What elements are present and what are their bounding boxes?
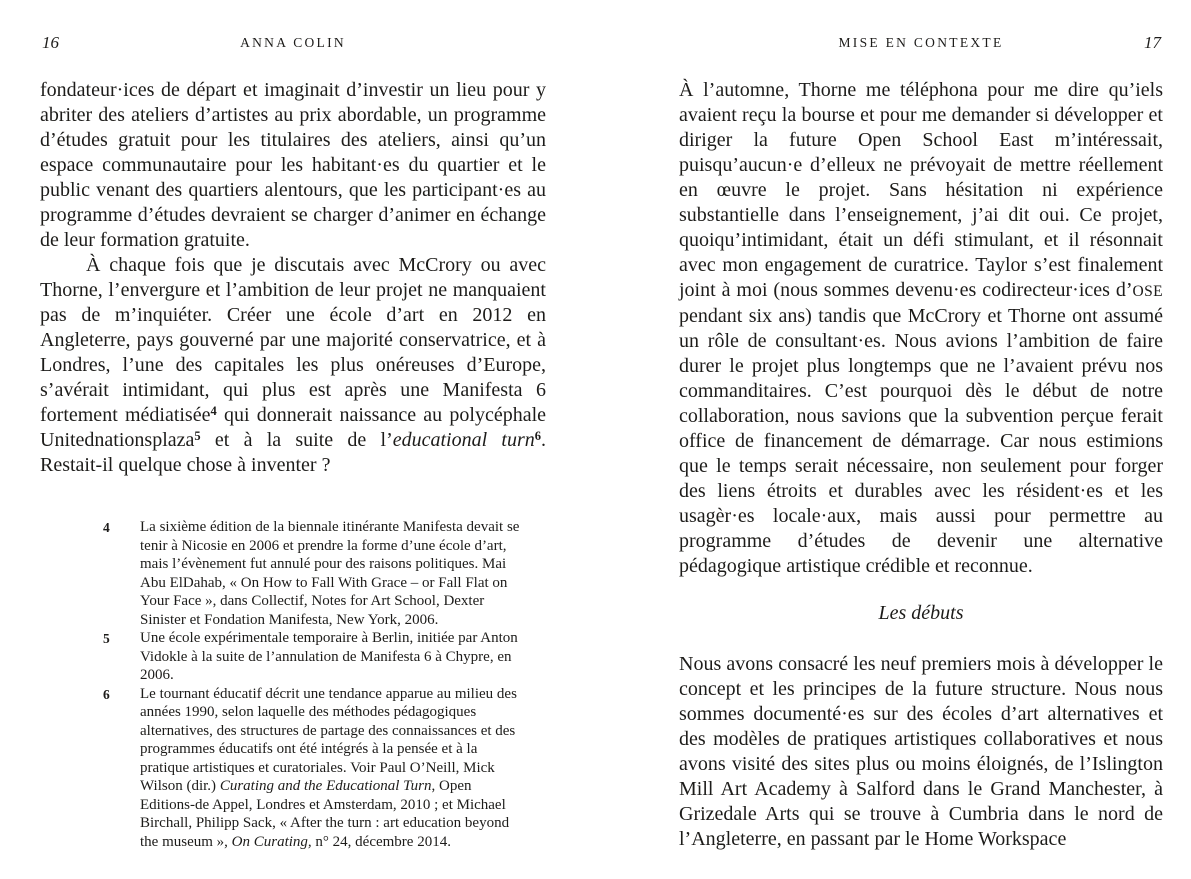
paragraph: À chaque fois que je discutais avec McCrory ou avec Thorne, l’envergure et l’ambition de leur projet ne manquaient pas de m’inquiéter. Créer une école d’art en 2012 en Angleterre, pays gouverné par une majorité conservatrice, et à Londres, l’une des capitales les plus onéreuses d’Europe, s’avérait intimidant, qui plus est après une Manifesta 6 fortement médiatisée$^4$ qui donnerait naissance au polycéphale Unitednationsplaza$^5$ et à la suite de l’educational turn$^6$. Restait-il quelque chose à inventer ? xyxy=(40,254,547,476)
running-header-right: MISE EN CONTEXTE xyxy=(838,35,1004,50)
footnote-number: 5 xyxy=(103,631,110,646)
page-header-left xyxy=(40,35,546,57)
page-left xyxy=(40,0,546,851)
footnotes xyxy=(103,518,527,851)
running-header-left: ANNA COLIN xyxy=(240,35,346,50)
paragraph: Nous avons consacré les neuf premiers mois à développer le concept et les principes de la future structure. Nous nous sommes documenté·es sur des écoles d’art alternatives et des modèles de pratiques artistiques collaboratives et nous avons visité des sites plus ou moins éloignés, de l’Islington Mill Art Academy à Salford dans le Grand Manchester, à Grizedale Arts qui se trouve à Cumbria dans le nord de l’Angleterre, en passant par le Home Workspace xyxy=(679,653,1163,850)
page-number-left: 16 xyxy=(42,33,59,52)
paragraph: À l’automne, Thorne me téléphona pour me dire qu’iels avaient reçu la bourse et pour me demander si développer et diriger la future Open School East m’intéressait, puisqu’aucun·e d’elleux ne prévoyait de mettre réellement en œuvre le projet. Sans hésitation ni expérience substantielle dans l’enseignement, j’ai dit oui. Ce projet, quoiqu’intimidant, était un défi stimulant, et il résonnait avec mon engagement de curatrice. Taylor s’est finalement joint à moi (nous sommes devenu·es codirecteur·ices d’OSE pendant six ans) tandis que McCrory et Thorne ont assumé un rôle de consultant·es. Nous avions l’ambition de faire durer le projet plus longtemps que ne l’avaient prévu nos commanditaires. C’est pourquoi dès le début de notre collaboration, nous savions que la subvention perçue ferait office de financement de démarrage. Car nous estimions que le temps serait nécessaire, non seulement pour forger des liens étroits et durables avec les résident·es et les usagèr·es locale·aux, mais aussi pour permettre au programme d’études de devenir une alternative pédagogique artistique crédible et reconnue. xyxy=(679,79,1163,577)
section-heading: Les débuts xyxy=(878,602,964,624)
footnote xyxy=(103,685,527,852)
footnote-number: 4 xyxy=(103,520,110,535)
footnote xyxy=(103,518,527,629)
body-text-right xyxy=(679,78,1163,852)
footnote-text: La sixième édition de la biennale itinérante Manifesta devait se tenir à Nicosie en 2006 et prendre la forme d’une école d’art, mais l’évènement fut annulé pour des raisons politiques. Mai Abu ElDahab, « On How to Fall With Grace – or Fall Flat on Your Face », dans Collectif, Notes for Art School, Dexter Sinister et Fondation Manifesta, New York, 2006. xyxy=(140,519,520,628)
footnote-text: Le tournant éducatif décrit une tendance apparue au milieu des années 1990, selon laquelle des méthodes pédagogiques alternatives, des structures de partage des connaissances et des programmes éducatifs ont été intégrés à la pensée et à la pratique artistiques et curatoriales. Voir Paul O’Neill, Mick Wilson (dir.) Curating and the Educational Turn, Open Editions-de Appel, Londres et Amsterdam, 2010 ; et Michael Birchall, Philipp Sack, « After the turn : art education beyond the museum », On Curating, n° 24, décembre 2014. xyxy=(140,685,517,850)
paragraph: fondateur·ices de départ et imaginait d’investir un lieu pour y abriter des ateliers d’artistes au prix abordable, un programme d’études gratuit pour les titulaires des ateliers, ainsi qu’un espace communautaire pour les habitant·es du quartier et le public venant des quartiers alentours, que les participant·es au programme d’études devraient se charger d’animer en échange de leur formation gratuite. xyxy=(40,79,546,251)
page-number-right: 17 xyxy=(1144,33,1161,52)
page-header-right xyxy=(679,35,1163,57)
footnote-text: Une école expérimentale temporaire à Berlin, initiée par Anton Vidokle à la suite de l’annulation de Manifesta 6 à Chypre, en 2006. xyxy=(140,630,518,683)
footnote xyxy=(103,629,527,685)
body-text-left xyxy=(40,78,546,478)
footnote-number: 6 xyxy=(103,686,110,702)
page-right xyxy=(679,0,1163,852)
